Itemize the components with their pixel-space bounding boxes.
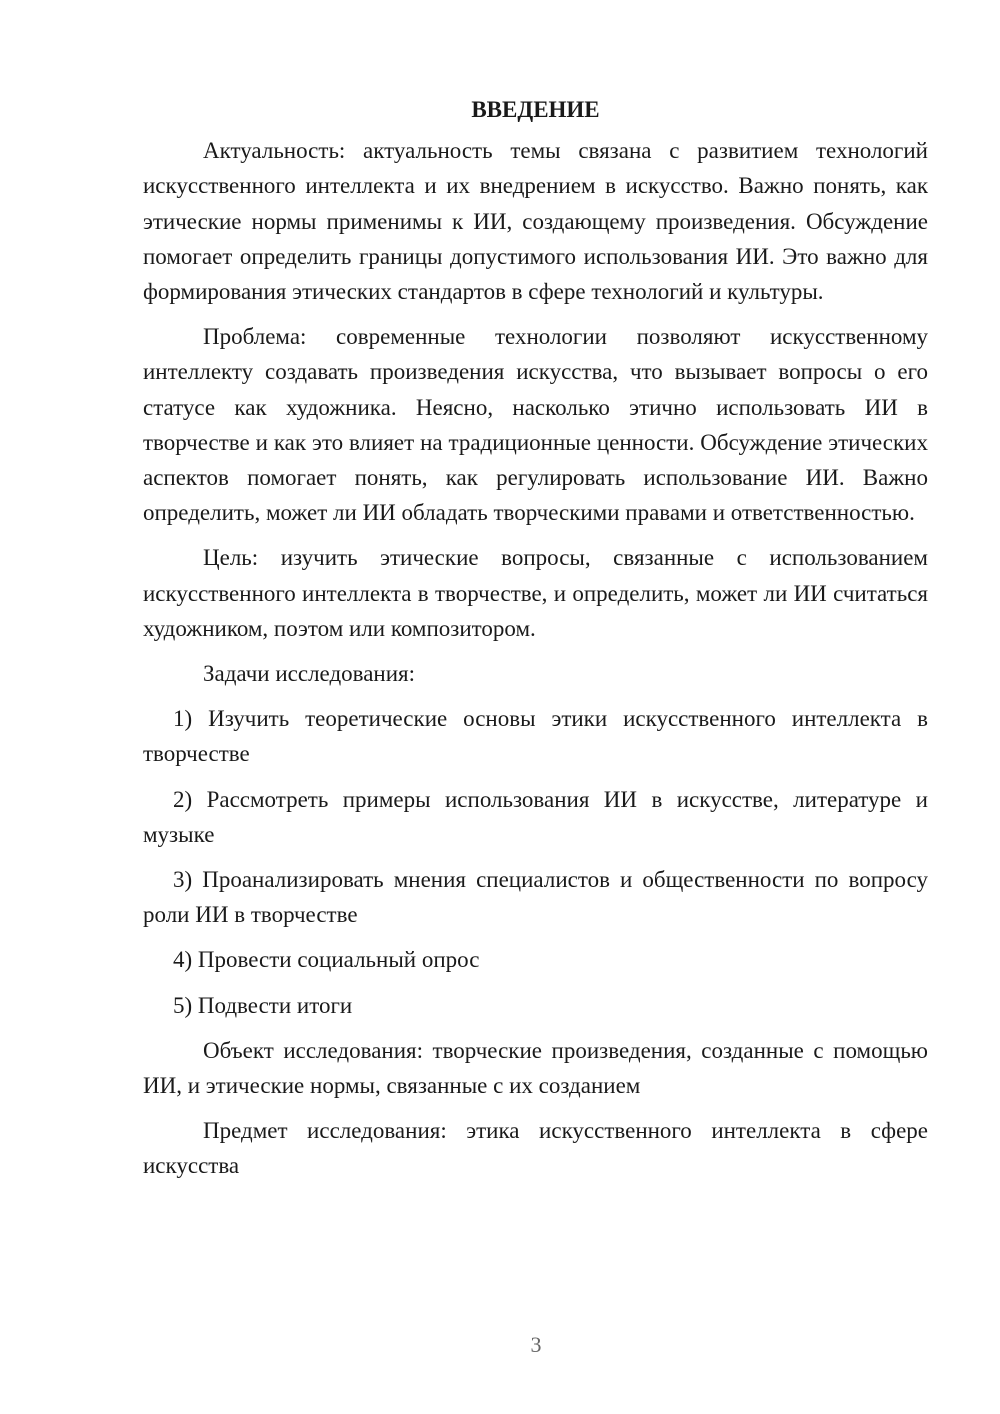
problem-paragraph: Проблема: современные технологии позволяют искусственному интеллекту создавать произведения искусства, что вызывает вопросы о его статусе как художника. Неясно, насколько этично использовать ИИ в творчестве и как это влияет на традиционные ценности. Обсуждение этических аспектов помогает понять, как регулировать использование ИИ. Важно определить, может ли ИИ обладать творческими правами и ответственностью.	[143, 324, 928, 526]
task-item-2: 2) Рассмотреть примеры использования ИИ в искусстве, литературе и музыке	[143, 786, 928, 847]
task-item-1: 1) Изучить теоретические основы этики искусственного интеллекта в творчестве	[143, 706, 928, 767]
goal-paragraph: Цель: изучить этические вопросы, связанные с использованием искусственного интеллекта в творчестве, и определить, может ли ИИ считаться художником, поэтом или композитором.	[143, 545, 928, 641]
task-item-3: 3) Проанализировать мнения специалистов и общественности по вопросу роли ИИ в творчестве	[143, 867, 928, 928]
section-heading: ВВЕДЕНИЕ	[471, 97, 600, 122]
relevance-paragraph: Актуальность: актуальность темы связана с развитием технологий искусственного интеллекта и их внедрением в искусство. Важно понять, как этические нормы применимы к ИИ, создающему произведения. Обсуждение помогает определить границы допустимого использования ИИ. Это важно для формирования этических стандартов в сфере технологий и культуры.	[143, 138, 928, 305]
task-item-4: 4) Провести социальный опрос	[173, 947, 480, 973]
page-content	[143, 92, 928, 1194]
tasks-title: Задачи исследования:	[203, 661, 416, 687]
object-paragraph: Объект исследования: творческие произведения, созданные с помощью ИИ, и этические нормы, связанные с их созданием	[143, 1037, 928, 1099]
page-number: 3	[530, 1332, 542, 1357]
task-item-5: 5) Подвести итоги	[173, 992, 353, 1018]
subject-paragraph: Предмет исследования: этика искусственного интеллекта в сфере искусства	[143, 1118, 928, 1179]
